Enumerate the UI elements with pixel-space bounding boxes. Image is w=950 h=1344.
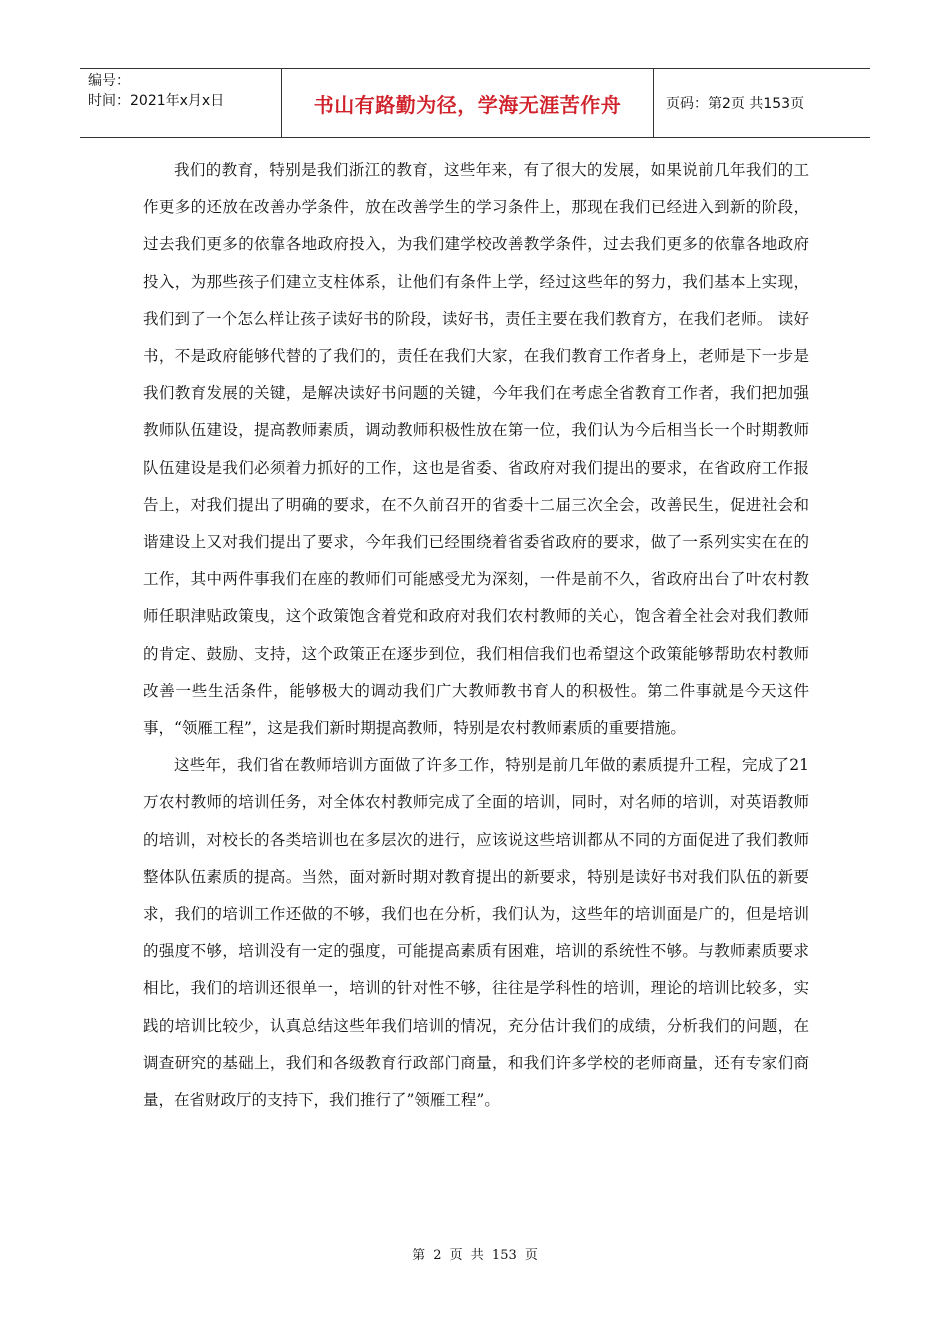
document-number-label: 编号： <box>88 73 130 89</box>
header-page-cell <box>654 69 870 137</box>
page-footer: 第 2 页 共 153 页 <box>412 1248 538 1263</box>
header-motto-cell <box>282 69 654 137</box>
body-paragraph-1: 我们的教育，特别是我们浙江的教育，这些年来，有了很大的发展，如果说前几年我们的工作更多的还放在改善办学条件，放在改善学生的学习条件上，那现在我们已经进入到新的阶段，过去我们更多的依靠各地政府投入，为我们建学校改善教学条件，过去我们更多的依靠各地政府投入，为那些孩子们建立支柱体系，让他们有条件上学，经过这些年的努力，我们基本上实现，我们到了一个怎么样让孩子读好书的阶段，读好书，责任主要在我们教育方，在我们老师。 读好书，不是政府能够代替的了我们的，责任在我们大家，在我们教育工作者身上，老师是下一步是我们教育发展的关键，是解决读好书问题的关键，今年我们在考虑全省教育工作者，我们把加强教师队伍建设，提高教师素质，调动教师积极性放在第一位，我们认为今后相当长一个时期教师队伍建设是我们必须着力抓好的工作，这也是省委、省政府对我们提出的要求，在省政府工作报告上，对我们提出了明确的要求，在不久前召开的省委十二届三次全会，改善民生，促进社会和谐建设上又对我们提出了要求，今年我们已经围绕着省委省政府的要求，做了一系列实实在在的工作，其中两件事我们在座的教师们可能感受尤为深刻，一件是前不久，省政府出台了叶农村教师任职津贴政策曳，这个政策饱含着党和政府对我们农村教师的关心，饱含着全社会对我们教师的肯定、鼓励、支持，这个政策正在逐步到位，我们相信我们也希望这个政策能够帮助农村教师改善一些生活条件，能够极大的调动我们广大教师教书育人的积极性。第二件事就是今天这件事，“领雁工程”，这是我们新时期提高教师，特别是农村教师素质的重要措施。 <box>143 161 809 738</box>
document-body <box>143 152 809 1119</box>
body-paragraph-2: 这些年，我们省在教师培训方面做了许多工作，特别是前几年做的素质提升工程，完成了21 万农村教师的培训任务，对全体农村教师完成了全面的培训，同时，对名师的培训，对英语教师的培训，对校长的各类培训也在多层次的进行，应该说这些培训都从不同的方面促进了我们教师整体队伍素质的提高。当然，面对新时期对教育提出的新要求，特别是读好书对我们队伍的新要求，我们的培训工作还做的不够，我们也在分析，我们认为，这些年的培训面是广的，但是培训的强度不够，培训没有一定的强度，可能提高素质有困难，培训的系统性不够。与教师素质要求相比，我们的培训还很单一，培训的针对性不够，往往是学科性的培训，理论的培训比较多，实践的培训比较少，认真总结这些年我们培训的情况，充分估计我们的成绩，分析我们的问题，在调查研究的基础上，我们和各级教育行政部门商量，和我们许多学校的老师商量，还有专家们商量，在省财政厅的支持下，我们推行了”领雁工程”。 <box>143 756 809 1110</box>
header-info-cell <box>80 69 282 137</box>
header-page-label: 页码：第2页 共153页 <box>666 96 805 112</box>
header-motto: 书山有路勤为径，学海无涯苦作舟 <box>313 92 622 117</box>
document-time-label: 时间：2021年x月x日 <box>88 93 225 109</box>
document-header <box>80 68 870 138</box>
